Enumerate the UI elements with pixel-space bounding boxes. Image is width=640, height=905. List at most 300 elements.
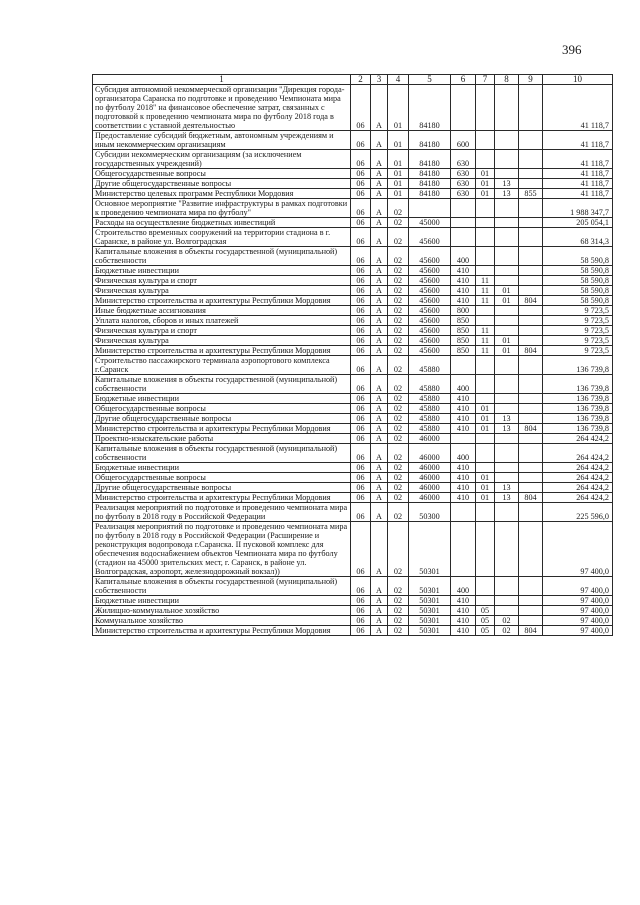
cell-col-3: А [371,189,388,199]
cell-ministry-code [519,606,543,616]
cell-col-3: А [371,414,388,424]
cell-amount: 97 400,0 [543,616,613,626]
cell-ministry-code [519,150,543,169]
cell-col-2: 06 [351,596,371,606]
cell-subsection [495,316,519,326]
cell-section [476,577,495,596]
cell-col-4: 01 [388,189,409,199]
cell-ministry-code: 804 [519,493,543,503]
cell-col-2: 06 [351,169,371,179]
cell-col-3: А [371,296,388,306]
cell-col-2: 06 [351,424,371,434]
cell-subsection [495,199,519,218]
cell-ministry-code [519,444,543,463]
cell-section: 01 [476,414,495,424]
cell-col-3: А [371,306,388,316]
cell-col-2: 06 [351,296,371,306]
row-name: Общегосударственные вопросы [93,404,351,414]
cell-col-4: 02 [388,473,409,483]
cell-section: 01 [476,169,495,179]
cell-col-2: 06 [351,306,371,316]
cell-col-2: 06 [351,179,371,189]
table-row [93,306,613,316]
cell-target-code: 50301 [409,616,451,626]
cell-col-4: 02 [388,356,409,375]
cell-subsection [495,85,519,131]
cell-section [476,463,495,473]
cell-col-3: А [371,346,388,356]
cell-subsection [495,356,519,375]
cell-col-4: 02 [388,218,409,228]
row-name: Физическая культура и спорт [93,276,351,286]
cell-expense-type: 410 [451,286,476,296]
cell-amount: 264 424,2 [543,493,613,503]
cell-expense-type [451,503,476,522]
cell-amount: 68 314,3 [543,228,613,247]
cell-ministry-code: 804 [519,346,543,356]
cell-section [476,85,495,131]
cell-col-4: 02 [388,493,409,503]
cell-col-4: 02 [388,326,409,336]
cell-target-code: 50301 [409,522,451,577]
cell-expense-type [451,199,476,218]
cell-expense-type: 410 [451,626,476,636]
cell-ministry-code: 804 [519,626,543,636]
cell-ministry-code [519,596,543,606]
cell-col-3: А [371,286,388,296]
cell-target-code: 45600 [409,306,451,316]
cell-subsection [495,522,519,577]
cell-col-3: А [371,503,388,522]
cell-section [476,199,495,218]
cell-amount: 41 118,7 [543,150,613,169]
cell-ministry-code [519,247,543,266]
cell-section [476,218,495,228]
table-body [93,85,613,636]
cell-col-2: 06 [351,326,371,336]
cell-col-3: А [371,522,388,577]
table-row [93,199,613,218]
cell-ministry-code [519,375,543,394]
cell-ministry-code [519,394,543,404]
cell-ministry-code [519,228,543,247]
budget-table [92,74,613,636]
cell-col-2: 06 [351,463,371,473]
cell-subsection: 13 [495,414,519,424]
cell-amount: 58 590,8 [543,266,613,276]
cell-ministry-code [519,404,543,414]
cell-target-code: 50301 [409,606,451,616]
table-row [93,626,613,636]
row-name: Бюджетные инвестиции [93,266,351,276]
cell-col-3: А [371,150,388,169]
cell-col-2: 06 [351,266,371,276]
cell-subsection [495,596,519,606]
cell-col-4: 01 [388,131,409,150]
cell-col-2: 06 [351,336,371,346]
table-row [93,483,613,493]
cell-target-code: 50301 [409,626,451,636]
cell-col-4: 01 [388,150,409,169]
cell-subsection: 13 [495,493,519,503]
cell-col-2: 06 [351,606,371,616]
cell-amount: 136 739,8 [543,424,613,434]
cell-section [476,434,495,444]
cell-col-4: 02 [388,266,409,276]
cell-col-2: 06 [351,199,371,218]
cell-expense-type: 410 [451,266,476,276]
cell-amount: 264 424,2 [543,463,613,473]
column-header-5: 5 [409,75,451,85]
cell-col-4: 02 [388,404,409,414]
row-name: Министерство целевых программ Республики Мордовия [93,189,351,199]
cell-subsection [495,306,519,316]
cell-expense-type: 400 [451,247,476,266]
cell-section: 01 [476,473,495,483]
cell-col-4: 02 [388,577,409,596]
cell-col-3: А [371,577,388,596]
row-name: Капитальные вложения в объекты государственной (муниципальной) собственности [93,444,351,463]
cell-target-code: 45600 [409,266,451,276]
cell-col-2: 06 [351,316,371,326]
cell-subsection: 13 [495,179,519,189]
cell-section: 05 [476,606,495,616]
row-name: Бюджетные инвестиции [93,596,351,606]
cell-subsection [495,434,519,444]
cell-target-code: 45880 [409,375,451,394]
cell-expense-type: 410 [451,606,476,616]
cell-expense-type [451,522,476,577]
table-row [93,463,613,473]
cell-expense-type: 410 [451,296,476,306]
cell-ministry-code: 804 [519,424,543,434]
table-row [93,522,613,577]
cell-col-2: 06 [351,228,371,247]
cell-col-4: 01 [388,85,409,131]
cell-col-4: 02 [388,434,409,444]
row-name: Бюджетные инвестиции [93,394,351,404]
cell-col-4: 02 [388,296,409,306]
cell-section [476,316,495,326]
cell-ministry-code [519,414,543,424]
cell-ministry-code [519,463,543,473]
cell-ministry-code [519,473,543,483]
cell-target-code: 45880 [409,356,451,375]
cell-ministry-code [519,199,543,218]
table-row [93,150,613,169]
cell-col-4: 02 [388,596,409,606]
cell-col-4: 01 [388,179,409,189]
column-header-4: 4 [388,75,409,85]
cell-amount: 41 118,7 [543,169,613,179]
cell-target-code: 84180 [409,169,451,179]
cell-section: 11 [476,276,495,286]
column-header-7: 7 [476,75,495,85]
cell-col-2: 06 [351,276,371,286]
cell-ministry-code [519,266,543,276]
cell-amount: 97 400,0 [543,596,613,606]
cell-amount: 41 118,7 [543,179,613,189]
page-number: 396 [562,42,582,57]
row-name: Общегосударственные вопросы [93,169,351,179]
cell-subsection [495,326,519,336]
cell-subsection [495,444,519,463]
row-name: Другие общегосударственные вопросы [93,179,351,189]
cell-target-code: 84180 [409,85,451,131]
cell-col-4: 02 [388,336,409,346]
cell-amount: 264 424,2 [543,473,613,483]
cell-ministry-code [519,356,543,375]
cell-target-code: 84180 [409,150,451,169]
cell-col-3: А [371,276,388,286]
cell-col-3: А [371,473,388,483]
cell-expense-type: 410 [451,394,476,404]
cell-col-3: А [371,316,388,326]
cell-expense-type [451,218,476,228]
cell-section: 01 [476,179,495,189]
cell-expense-type [451,434,476,444]
table-row [93,375,613,394]
cell-ministry-code [519,179,543,189]
cell-expense-type: 630 [451,189,476,199]
cell-subsection [495,404,519,414]
cell-subsection [495,247,519,266]
cell-col-4: 02 [388,483,409,493]
cell-col-2: 06 [351,356,371,375]
cell-col-3: А [371,483,388,493]
cell-section: 11 [476,326,495,336]
cell-amount: 58 590,8 [543,286,613,296]
cell-col-2: 06 [351,493,371,503]
cell-col-2: 06 [351,444,371,463]
table-row [93,326,613,336]
table-row [93,296,613,306]
cell-col-4: 02 [388,463,409,473]
cell-section: 11 [476,286,495,296]
cell-target-code: 84180 [409,179,451,189]
cell-amount: 1 988 347,7 [543,199,613,218]
cell-expense-type [451,356,476,375]
cell-col-3: А [371,463,388,473]
cell-col-3: А [371,85,388,131]
table-row [93,169,613,179]
cell-subsection [495,131,519,150]
cell-section: 11 [476,346,495,356]
cell-target-code: 45600 [409,316,451,326]
cell-col-3: А [371,336,388,346]
cell-expense-type: 850 [451,326,476,336]
cell-section [476,306,495,316]
cell-col-2: 06 [351,189,371,199]
row-name: Капитальные вложения в объекты государственной (муниципальной) собственности [93,247,351,266]
row-name: Министерство строительства и архитектуры Республики Мордовия [93,626,351,636]
cell-section: 11 [476,296,495,306]
cell-ministry-code [519,434,543,444]
row-name: Министерство строительства и архитектуры Республики Мордовия [93,493,351,503]
cell-target-code: 45600 [409,228,451,247]
cell-target-code: 46000 [409,434,451,444]
cell-expense-type: 410 [451,424,476,434]
cell-col-3: А [371,199,388,218]
cell-subsection [495,394,519,404]
cell-col-4: 02 [388,346,409,356]
table-row [93,131,613,150]
row-name: Строительство временных сооружений на территории стадиона в г. Саранске, в районе ул. Волгоградская [93,228,351,247]
cell-col-2: 06 [351,522,371,577]
cell-ministry-code [519,85,543,131]
cell-col-2: 06 [351,394,371,404]
cell-ministry-code [519,483,543,493]
cell-target-code: 46000 [409,463,451,473]
table-row [93,616,613,626]
cell-expense-type: 630 [451,179,476,189]
cell-expense-type: 850 [451,336,476,346]
cell-col-3: А [371,247,388,266]
cell-ministry-code [519,316,543,326]
cell-target-code: 45880 [409,404,451,414]
cell-ministry-code [519,577,543,596]
cell-expense-type: 410 [451,596,476,606]
cell-amount: 58 590,8 [543,247,613,266]
row-name: Расходы на осуществление бюджетных инвестиций [93,218,351,228]
cell-ministry-code [519,503,543,522]
cell-ministry-code [519,326,543,336]
table-row [93,394,613,404]
cell-amount: 205 054,1 [543,218,613,228]
table-row [93,85,613,131]
column-header-9: 9 [519,75,543,85]
row-name: Уплата налогов, сборов и иных платежей [93,316,351,326]
cell-col-3: А [371,404,388,414]
budget-table-container [92,74,613,636]
cell-target-code: 45600 [409,296,451,306]
cell-amount: 136 739,8 [543,394,613,404]
cell-amount: 58 590,8 [543,296,613,306]
table-row [93,473,613,483]
cell-section: 01 [476,404,495,414]
cell-amount: 41 118,7 [543,131,613,150]
cell-col-4: 01 [388,169,409,179]
cell-amount: 9 723,5 [543,346,613,356]
table-header-row [93,75,613,85]
cell-ministry-code [519,131,543,150]
cell-subsection [495,218,519,228]
cell-section [476,247,495,266]
cell-expense-type: 850 [451,316,476,326]
cell-ministry-code [519,306,543,316]
column-header-1: 1 [93,75,351,85]
cell-col-3: А [371,326,388,336]
row-name: Субсидия автономной некоммерческой организации "Дирекция города-организатора Саранска по подготовке и проведению Чемпионата мира по футболу 2018" на финансовое обеспечение затрат, связанных с подготовкой к проведению чемпионата мира по футболу 2018 года в соответствии с уставной деятельностью [93,85,351,131]
cell-amount: 58 590,8 [543,276,613,286]
cell-subsection [495,150,519,169]
cell-ministry-code: 855 [519,189,543,199]
cell-amount: 136 739,8 [543,404,613,414]
row-name: Субсидии некоммерческим организациям (за исключением государственных учреждений) [93,150,351,169]
cell-col-4: 02 [388,424,409,434]
cell-expense-type: 600 [451,131,476,150]
cell-amount: 136 739,8 [543,414,613,424]
cell-col-2: 06 [351,346,371,356]
table-row [93,346,613,356]
cell-col-3: А [371,218,388,228]
cell-section [476,150,495,169]
cell-subsection: 13 [495,483,519,493]
cell-target-code: 45600 [409,336,451,346]
cell-subsection: 02 [495,626,519,636]
cell-target-code: 84180 [409,189,451,199]
cell-section [476,356,495,375]
cell-amount: 9 723,5 [543,326,613,336]
cell-col-4: 02 [388,276,409,286]
cell-ministry-code [519,169,543,179]
cell-subsection: 02 [495,616,519,626]
cell-expense-type: 410 [451,616,476,626]
cell-target-code: 50301 [409,577,451,596]
cell-col-3: А [371,626,388,636]
row-name: Реализация мероприятий по подготовке и проведению чемпионата мира по футболу в 2018 году в Российской Федерации (Расширение и реконструкция водопровода г.Саранска. II пусковой комплекс для обеспечения водоснабжением объектов Чемпионата мира по футболу (стадион на 45000 зрительских мест, г. Саранск, в районе ул. Волгоградская, аэропорт, железнодорожный вокзал)) [93,522,351,577]
cell-expense-type: 410 [451,483,476,493]
cell-target-code: 50301 [409,596,451,606]
cell-col-2: 06 [351,85,371,131]
cell-col-2: 06 [351,414,371,424]
table-row [93,189,613,199]
cell-col-2: 06 [351,503,371,522]
table-row [93,316,613,326]
cell-col-3: А [371,616,388,626]
row-name: Другие общегосударственные вопросы [93,414,351,424]
row-name: Министерство строительства и архитектуры Республики Мордовия [93,296,351,306]
cell-subsection: 01 [495,286,519,296]
cell-amount: 136 739,8 [543,375,613,394]
cell-subsection [495,463,519,473]
cell-col-3: А [371,228,388,247]
cell-subsection: 01 [495,296,519,306]
row-name: Физическая культура и спорт [93,326,351,336]
table-row [93,404,613,414]
cell-col-3: А [371,179,388,189]
cell-target-code: 45880 [409,394,451,404]
row-name: Общегосударственные вопросы [93,473,351,483]
cell-expense-type: 630 [451,150,476,169]
cell-col-3: А [371,434,388,444]
cell-expense-type: 410 [451,493,476,503]
cell-subsection [495,266,519,276]
cell-ministry-code [519,336,543,346]
cell-target-code: 50300 [409,503,451,522]
cell-section [476,394,495,404]
cell-section [476,131,495,150]
cell-expense-type: 410 [451,473,476,483]
table-row [93,606,613,616]
cell-col-4: 02 [388,522,409,577]
cell-target-code [409,199,451,218]
row-name: Другие общегосударственные вопросы [93,483,351,493]
cell-col-4: 02 [388,414,409,424]
cell-target-code: 45600 [409,326,451,336]
column-header-10: 10 [543,75,613,85]
cell-amount: 97 400,0 [543,626,613,636]
table-row [93,356,613,375]
cell-expense-type: 410 [451,276,476,286]
cell-col-2: 06 [351,616,371,626]
table-row [93,276,613,286]
cell-col-4: 02 [388,394,409,404]
cell-section [476,375,495,394]
cell-amount: 264 424,2 [543,483,613,493]
cell-subsection [495,276,519,286]
cell-col-2: 06 [351,131,371,150]
